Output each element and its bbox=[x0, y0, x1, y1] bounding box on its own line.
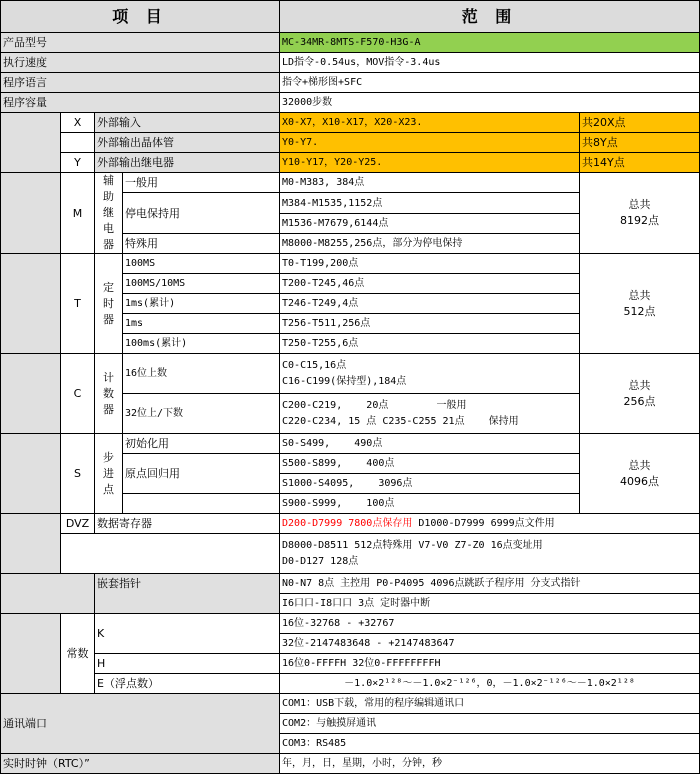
io-range-transistor: Y0-Y7. bbox=[280, 133, 580, 153]
comm-port-2: COM2：与触摸屏通讯 bbox=[280, 714, 700, 734]
s-label-home: 原点回归用 bbox=[123, 454, 280, 494]
header-item: 项 目 bbox=[1, 1, 280, 33]
m-total: 总共 8192点 bbox=[580, 173, 700, 254]
s-group: 步 进 点 bbox=[95, 434, 123, 514]
t-label-100ms-acc: 100ms(累计) bbox=[123, 334, 280, 354]
const-group: 常数 bbox=[61, 614, 95, 694]
comm-port-1: COM1：USB下载，常用的程序编辑通讯口 bbox=[280, 694, 700, 714]
const-range-h: 16位0-FFFFH 32位0-FFFFFFFFH bbox=[280, 654, 700, 674]
const-blank bbox=[1, 614, 61, 694]
io-label-x: 外部输入 bbox=[95, 113, 280, 133]
t-label-100-10ms: 100MS/10MS bbox=[123, 274, 280, 294]
t-label-1ms: 1ms bbox=[123, 314, 280, 334]
io-range-x: X0-X7，X10-X17，X20-X23. bbox=[280, 113, 580, 133]
s-range-home-1: S500-S899, 400点 bbox=[280, 454, 580, 474]
nest-range-1: N0-N7 8点 主控用 P0-P4095 4096点跳跃子程序用 分支式指针 bbox=[280, 574, 700, 594]
rtc-value: 年，月，日，星期，小时，分钟，秒 bbox=[280, 754, 700, 774]
t-group: 定 时 器 bbox=[95, 254, 123, 354]
t-range-100ms: T0-T199,200点 bbox=[280, 254, 580, 274]
s-label-init: 初始化用 bbox=[123, 434, 280, 454]
m-label-retain: 停电保持用 bbox=[123, 193, 280, 234]
basic-value-language: 指令+梯形图+SFC bbox=[280, 73, 700, 93]
const-label-h: H bbox=[95, 654, 280, 674]
s-label-blank bbox=[123, 494, 280, 514]
basic-value-capacity: 32000步数 bbox=[280, 93, 700, 113]
io-label-relay: 外部输出继电器 bbox=[95, 153, 280, 173]
basic-label-speed: 执行速度 bbox=[1, 53, 280, 73]
s-range-home-2: S1000-S4095, 3096点 bbox=[280, 474, 580, 494]
basic-value-model: MC-34MR-8MTS-F570-H3G-A bbox=[280, 33, 700, 53]
c-code: C bbox=[61, 354, 95, 434]
m-range-special: M8000-M8255,256点，部分为停电保持 bbox=[280, 234, 580, 254]
dvz-range-1 bbox=[280, 514, 700, 534]
t-total: 总共 512点 bbox=[580, 254, 700, 354]
m-range-retain-1: M384-M1535,1152点 bbox=[280, 193, 580, 214]
basic-label-capacity: 程序容量 bbox=[1, 93, 280, 113]
const-range-e: －1.0×2¹²⁸～－1.0×2⁻¹²⁶，0，－1.0×2⁻¹²⁶～－1.0×2¹²⁸ bbox=[280, 674, 700, 694]
m-code: M bbox=[61, 173, 95, 254]
m-range-general: M0-M383, 384点 bbox=[280, 173, 580, 193]
basic-value-speed: LD指令-0.54us，MOV指令-3.4us bbox=[280, 53, 700, 73]
m-group: 辅 助 继 电 器 bbox=[95, 173, 123, 254]
s-range-init: S0-S499, 490点 bbox=[280, 434, 580, 454]
t-label-1ms-acc: 1ms(累计) bbox=[123, 294, 280, 314]
dvz-label: 数据寄存器 bbox=[95, 514, 280, 534]
dvz-range-red: D200-D7999 7800点保存用 bbox=[282, 518, 413, 529]
nest-label: 嵌套指针 bbox=[95, 574, 280, 614]
io-label-transistor: 外部输出晶体管 bbox=[95, 133, 280, 153]
c-range-16: C0-C15,16点 C16-C199(保持型),184点 bbox=[280, 354, 580, 394]
c-label-16: 16位上数 bbox=[123, 354, 280, 394]
s-range-other: S900-S999, 100点 bbox=[280, 494, 580, 514]
io-total-transistor: 共8Y点 bbox=[580, 133, 700, 153]
header-range: 范 围 bbox=[280, 1, 700, 33]
io-total-relay: 共14Y点 bbox=[580, 153, 700, 173]
io-code-y: Y bbox=[61, 153, 95, 173]
const-range-k16: 16位-32768 - +32767 bbox=[280, 614, 700, 634]
comm-port-3: COM3：RS485 bbox=[280, 734, 700, 754]
c-group: 计 数 器 bbox=[95, 354, 123, 434]
c-total: 总共 256点 bbox=[580, 354, 700, 434]
io-code-x: X bbox=[61, 113, 95, 133]
t-label-100ms: 100MS bbox=[123, 254, 280, 274]
const-label-e: E（浮点数） bbox=[95, 674, 280, 694]
m-range-retain-2: M1536-M7679,6144点 bbox=[280, 214, 580, 234]
t-range-1ms: T256-T511,256点 bbox=[280, 314, 580, 334]
comm-label: 通讯端口 bbox=[1, 694, 280, 754]
io-blank bbox=[1, 113, 61, 173]
t-range-1ms-acc: T246-T249,4点 bbox=[280, 294, 580, 314]
dvz-range-2: D8000-D8511 512点特殊用 V7-V0 Z7-Z0 16点变址用 D0-D127 128点 bbox=[280, 534, 700, 574]
t-range-100-10ms: T200-T245,46点 bbox=[280, 274, 580, 294]
const-range-k32: 32位-2147483648 - +2147483647 bbox=[280, 634, 700, 654]
basic-label-model: 产品型号 bbox=[1, 33, 280, 53]
t-range-100ms-acc: T250-T255,6点 bbox=[280, 334, 580, 354]
rtc-label: 实时时钟（RTC）” bbox=[1, 754, 280, 774]
dvz-blank bbox=[1, 514, 61, 574]
m-blank bbox=[1, 173, 61, 254]
m-label-special: 特殊用 bbox=[123, 234, 280, 254]
io-range-relay: Y10-Y17，Y20-Y25. bbox=[280, 153, 580, 173]
c-blank bbox=[1, 354, 61, 434]
c-range-32: C200-C219, 20点 一般用 C220-C234, 15 点 C235-C255 21点 保持用 bbox=[280, 394, 580, 434]
dvz-label-blank bbox=[61, 534, 280, 574]
s-code: S bbox=[61, 434, 95, 514]
s-blank bbox=[1, 434, 61, 514]
nest-range-2: I6口口-I8口口 3点 定时器中断 bbox=[280, 594, 700, 614]
basic-label-language: 程序语言 bbox=[1, 73, 280, 93]
c-label-32: 32位上/下数 bbox=[123, 394, 280, 434]
s-total: 总共 4096点 bbox=[580, 434, 700, 514]
dvz-code: DVZ bbox=[61, 514, 95, 534]
io-code-transistor bbox=[61, 133, 95, 153]
m-label-general: 一般用 bbox=[123, 173, 280, 193]
nest-blank bbox=[1, 574, 95, 614]
const-label-k: K bbox=[95, 614, 280, 654]
dvz-range-rest: D1000-D7999 6999点文件用 bbox=[412, 518, 555, 529]
t-code: T bbox=[61, 254, 95, 354]
io-total-x: 共20X点 bbox=[580, 113, 700, 133]
t-blank bbox=[1, 254, 61, 354]
